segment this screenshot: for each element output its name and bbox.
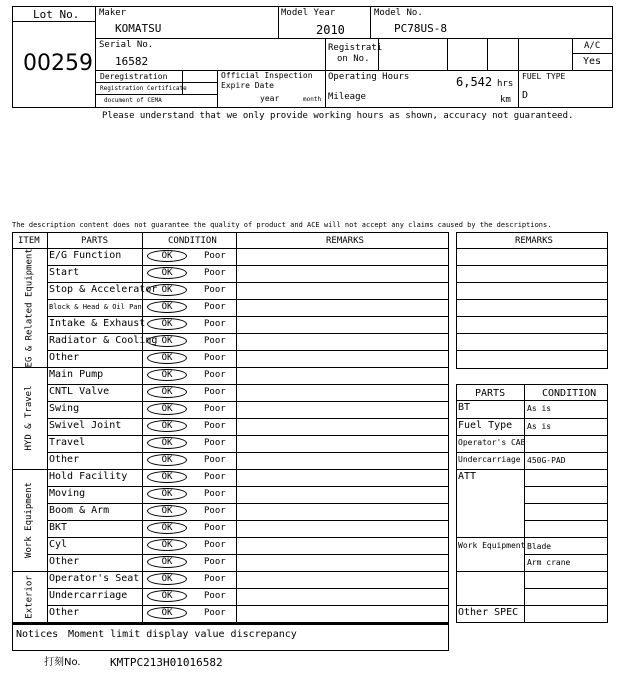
part-name-main-pump: Main Pump — [49, 369, 104, 380]
poor-option[interactable]: Poor — [204, 370, 226, 380]
remarks-cell[interactable] — [237, 605, 448, 622]
year-label: year — [260, 94, 280, 103]
notices-box — [12, 624, 449, 651]
item-group-exterior: Exterior — [24, 574, 34, 619]
poor-option[interactable]: Poor — [204, 591, 226, 601]
right-condition-value: Blade — [527, 542, 552, 551]
serial-value: 16582 — [115, 55, 149, 68]
part-name-boom-and-arm: Boom & Arm — [49, 505, 110, 516]
part-name-swivel-joint: Swivel Joint — [49, 420, 122, 431]
right-part-other-spec: Other SPEC — [458, 607, 519, 618]
part-name-other: Other — [49, 352, 80, 363]
lot-label: Lot No. — [33, 8, 80, 21]
ok-checkbox[interactable]: OK — [147, 556, 187, 568]
right-condition-header: CONDITION — [542, 388, 597, 399]
stamp-value: KMTPC213H01016582 — [110, 656, 223, 669]
poor-option[interactable]: Poor — [204, 404, 226, 414]
poor-option[interactable]: Poor — [204, 574, 226, 584]
part-name-cyl: Cyl — [49, 539, 68, 550]
registration-label-2: on No. — [337, 54, 370, 64]
item-group-hyd-and-travel: HYD & Travel — [24, 385, 34, 451]
remarks-cell[interactable] — [237, 367, 448, 384]
remarks-cell[interactable] — [237, 401, 448, 418]
right-part-att: ATT — [458, 471, 477, 482]
ok-checkbox[interactable]: OK — [147, 539, 187, 551]
poor-option[interactable]: Poor — [204, 319, 226, 329]
right-part-work-equipment: Work Equipment — [458, 541, 526, 550]
poor-option[interactable]: Poor — [204, 268, 226, 278]
model-no-label: Model No. — [374, 8, 423, 18]
remarks-cell[interactable] — [237, 248, 448, 265]
ok-checkbox[interactable]: OK — [147, 454, 187, 466]
remarks-cell[interactable] — [237, 571, 448, 588]
poor-option[interactable]: Poor — [204, 285, 226, 295]
ok-checkbox[interactable]: OK — [147, 267, 187, 279]
poor-option[interactable]: Poor — [204, 608, 226, 618]
remarks-cell[interactable] — [237, 282, 448, 299]
ok-checkbox[interactable]: OK — [147, 284, 187, 296]
right-part-fuel-type: Fuel Type — [458, 420, 513, 431]
operating-hours-value: 6,542 — [456, 75, 493, 89]
condition-header: CONDITION — [168, 236, 217, 246]
remarks-cell[interactable] — [237, 588, 448, 605]
item-group-work-equipment: Work Equipment — [24, 482, 34, 558]
poor-option[interactable]: Poor — [204, 489, 226, 499]
right-condition-value: As is — [527, 422, 552, 431]
part-name-undercarriage: Undercarriage — [49, 590, 128, 601]
ok-checkbox[interactable]: OK — [147, 488, 187, 500]
operating-hours-label: Operating Hours — [328, 72, 410, 82]
hours-accuracy-note: Please understand that we only provide working hours as shown, accuracy not guaranteed. — [102, 111, 574, 121]
registration-certificate-label: Registration Certificate — [100, 85, 187, 92]
remarks-cell[interactable] — [237, 333, 448, 350]
model-year-label: Model Year — [281, 8, 336, 18]
deregistration-label: Deregistration — [100, 72, 168, 81]
part-name-radiator-and-cooling: Radiator & Cooling — [49, 335, 158, 346]
right-remarks-header: REMARKS — [515, 236, 553, 246]
maker-label: Maker — [99, 8, 127, 18]
disclaimer-text: The description content does not guarantee the quality of product and ACE will not accept any claims caused by the descriptions. — [12, 221, 552, 229]
remarks-cell[interactable] — [237, 503, 448, 520]
fuel-type-label: FUEL TYPE — [522, 72, 566, 81]
part-name-e-g-function: E/G Function — [49, 250, 122, 261]
poor-option[interactable]: Poor — [204, 302, 226, 312]
right-parts-header: PARTS — [475, 388, 506, 399]
part-name-operator-s-seat: Operator's Seat — [49, 573, 140, 584]
poor-option[interactable]: Poor — [204, 472, 226, 482]
ok-checkbox[interactable]: OK — [147, 369, 187, 381]
part-name-bkt: BKT — [49, 522, 68, 533]
part-name-travel: Travel — [49, 437, 86, 448]
ok-checkbox[interactable]: OK — [147, 335, 187, 347]
ok-checkbox[interactable]: OK — [147, 471, 187, 483]
ok-checkbox[interactable]: OK — [147, 250, 187, 262]
part-name-cntl-valve: CNTL Valve — [49, 386, 110, 397]
ok-checkbox[interactable]: OK — [147, 607, 187, 619]
ok-checkbox[interactable]: OK — [147, 420, 187, 432]
parts-header: PARTS — [81, 236, 109, 246]
poor-option[interactable]: Poor — [204, 353, 226, 363]
remarks-cell[interactable] — [237, 265, 448, 282]
right-condition-value: Arm crane — [527, 558, 571, 567]
month-label: month — [303, 96, 322, 103]
poor-option[interactable]: Poor — [204, 506, 226, 516]
ok-checkbox[interactable]: OK — [147, 403, 187, 415]
remarks-header: REMARKS — [326, 236, 364, 246]
ac-value: Yes — [583, 56, 602, 67]
remarks-cell[interactable] — [237, 554, 448, 571]
poor-option[interactable]: Poor — [204, 336, 226, 346]
notices-text: Moment limit display value discrepancy — [68, 629, 297, 640]
part-name-hold-facility: Hold Facility — [49, 471, 128, 482]
remarks-cell[interactable] — [237, 316, 448, 333]
poor-option[interactable]: Poor — [204, 387, 226, 397]
item-header: ITEM — [18, 236, 40, 246]
part-name-intake-and-exhaust: Intake & Exhaust — [49, 318, 146, 329]
remarks-cell[interactable] — [237, 452, 448, 469]
ok-checkbox[interactable]: OK — [147, 522, 187, 534]
lot-number: 00259 — [23, 51, 93, 76]
poor-option[interactable]: Poor — [204, 557, 226, 567]
ok-checkbox[interactable]: OK — [147, 590, 187, 602]
part-name-block-and-head-and-oil-pan: Block & Head & Oil Pan — [49, 303, 142, 311]
item-group-eg-and-related-equipment: EG & Related Equipment — [24, 247, 34, 367]
stamp-label: 打刻No. — [44, 657, 81, 668]
inspection-label-1: Official Inspection — [221, 71, 313, 80]
part-name-other: Other — [49, 607, 80, 618]
ok-checkbox[interactable]: OK — [147, 352, 187, 364]
cema-document-label: document of CEMA — [104, 97, 162, 104]
remarks-cell[interactable] — [237, 418, 448, 435]
poor-option[interactable]: Poor — [204, 438, 226, 448]
serial-label: Serial No. — [99, 40, 154, 50]
remarks-cell[interactable] — [237, 384, 448, 401]
maker-value: KOMATSU — [115, 22, 162, 35]
ok-checkbox[interactable]: OK — [147, 505, 187, 517]
ok-checkbox[interactable]: OK — [147, 386, 187, 398]
right-condition-value: As is — [527, 404, 552, 413]
right-part-undercarriage: Undercarriage — [458, 455, 521, 464]
right-condition-value: 450G-PAD — [527, 456, 566, 465]
ok-checkbox[interactable]: OK — [147, 437, 187, 449]
ok-checkbox[interactable]: OK — [147, 318, 187, 330]
mileage-label: Mileage — [328, 92, 366, 102]
part-name-other: Other — [49, 556, 80, 567]
part-name-other: Other — [49, 454, 80, 465]
part-name-swing: Swing — [49, 403, 80, 414]
ok-checkbox[interactable]: OK — [147, 573, 187, 585]
lot-number-cell — [12, 21, 96, 108]
km-unit: km — [500, 95, 511, 105]
hrs-unit: hrs — [497, 79, 514, 89]
right-part-bt: BT — [458, 402, 471, 413]
poor-option[interactable]: Poor — [204, 251, 226, 261]
poor-option[interactable]: Poor — [204, 421, 226, 431]
remarks-cell[interactable] — [237, 486, 448, 503]
part-name-stop-and-accelerator: Stop & Accelerator — [49, 284, 158, 295]
right-part-operator-s-cab: Operator's CAB — [458, 438, 526, 447]
remarks-cell[interactable] — [237, 435, 448, 452]
remarks-cell[interactable] — [237, 299, 448, 316]
model-year-value: 2010 — [316, 23, 345, 37]
remarks-cell[interactable] — [237, 350, 448, 367]
remarks-cell[interactable] — [237, 469, 448, 486]
fuel-type-value: D — [522, 90, 529, 101]
remarks-cell[interactable] — [237, 537, 448, 554]
part-name-start: Start — [49, 267, 80, 278]
model-no-value: PC78US-8 — [394, 22, 447, 35]
notices-label: Notices — [16, 629, 59, 640]
poor-option[interactable]: Poor — [204, 540, 226, 550]
inspection-label-2: Expire Date — [221, 81, 274, 90]
remarks-cell[interactable] — [237, 520, 448, 537]
lot-label-cell — [12, 6, 96, 22]
ok-checkbox[interactable]: OK — [147, 301, 187, 313]
part-name-moving: Moving — [49, 488, 86, 499]
poor-option[interactable]: Poor — [204, 455, 226, 465]
ac-label: A/C — [584, 41, 601, 51]
registration-label-1: Registrati — [328, 43, 383, 53]
poor-option[interactable]: Poor — [204, 523, 226, 533]
